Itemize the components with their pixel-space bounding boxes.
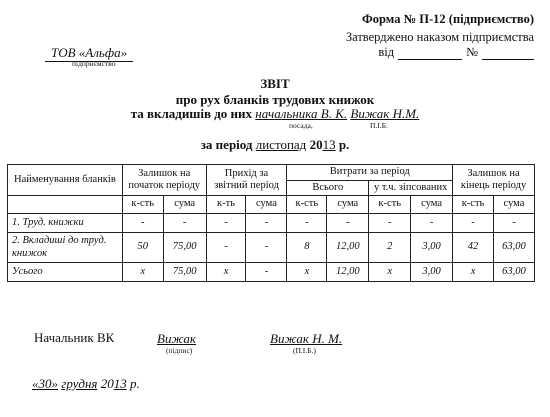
report-subject-prefix: та вкладишів до них [130,106,253,121]
table-cell: 42 [453,233,494,263]
table-cell: 3,00 [411,263,453,282]
subheader: к-ть [206,196,246,214]
report-subject [0,106,550,122]
table-cell: х [206,263,246,282]
signatory-name: Вижак Н. М. [270,331,343,346]
table-cell: - [411,214,453,233]
date-suffix: р. [129,376,140,391]
table-cell: - [369,214,411,233]
table-cell: - [206,214,246,233]
date-year-prefix: 20 [100,376,114,391]
table-cell: 2 [369,233,411,263]
table-row [8,233,535,263]
table-cell: - [246,263,287,282]
company-name: ТОВ «Альфа» [45,45,133,62]
signature-caption: (підпис) [166,346,193,355]
table-cell: 75,00 [163,263,206,282]
date-month: грудня [61,376,98,391]
table-cell: - [287,214,327,233]
table-cell: 50 [122,233,163,263]
form-number: Форма № П-12 (підприємство) [362,12,534,26]
table-cell: - [163,214,206,233]
responsible-person: Вижак Н.М. [350,106,420,121]
table-cell: 63,00 [493,233,534,263]
subheader: к-сть [453,196,494,214]
table-cell: х [122,263,163,282]
table-cell: - [246,233,287,263]
header-expenses-spoiled: у т.ч. зіпсованих [369,180,453,196]
header-name: Найменування бланків [8,165,123,196]
subheader: сума [246,196,287,214]
header-income: Прихід за звітний період [206,165,287,196]
report-table [7,164,535,282]
subheader: к-сть [369,196,411,214]
table-cell: 75,00 [163,233,206,263]
report-title: ЗВІТ [260,76,290,91]
header-expenses: Витрати за період [287,165,453,181]
table-cell: - [246,214,287,233]
company-caption: підприємство [72,59,116,68]
header-closing-balance: Залишок на кінець періоду [453,165,535,196]
table-row [8,214,535,233]
subheader: сума [327,196,369,214]
period-prefix: за період [200,137,253,152]
table-cell: - [453,214,494,233]
table-cell: х [453,263,494,282]
date-year: 13 [113,376,127,391]
table-cell: 12,00 [327,263,369,282]
number-sign: № [466,45,478,59]
person-caption: П.І.Б. [370,121,388,130]
table-cell: х [287,263,327,282]
header-expenses-total: Всього [287,180,369,196]
date-prefix: від [378,45,395,59]
signature: Вижак [157,331,196,346]
subheader-empty [8,196,123,214]
date-day: «30» [32,376,58,391]
row-name: 1. Труд. книжки [8,214,123,233]
table-cell: - [122,214,163,233]
period-year-prefix: 20 [309,137,323,152]
subheader: сума [163,196,206,214]
document-date [32,376,140,392]
table-cell: 12,00 [327,233,369,263]
position-caption: посада, [289,121,313,130]
signatory-name-caption: (П.І.Б.) [293,346,316,355]
order-date-line [378,45,534,60]
table-cell: - [327,214,369,233]
approved-by: Затверджено наказом підприємства [345,30,534,44]
table-cell: 63,00 [493,263,534,282]
report-period [0,137,550,153]
period-month: листопад [255,137,307,152]
header-opening-balance: Залишок на початок періоду [122,165,206,196]
responsible-position: начальника В. К. [255,106,348,121]
subheader: к-сть [287,196,327,214]
row-name: Усього [8,263,123,282]
table-row-total [8,263,535,282]
table-cell: - [493,214,534,233]
table-cell: - [206,233,246,263]
table-cell: х [369,263,411,282]
period-suffix: р. [338,137,350,152]
table-cell: 3,00 [411,233,453,263]
report-subtitle: про рух бланків трудових книжок [175,92,375,107]
subheader: сума [493,196,534,214]
subheader: к-сть [122,196,163,214]
row-name: 2. Вкладиші до труд. книжок [8,233,123,263]
signatory-role: Начальник ВК [34,330,115,345]
subheader: сума [411,196,453,214]
table-cell: 8 [287,233,327,263]
order-number-blank [482,47,534,60]
period-year: 13 [322,137,336,152]
order-date-blank [398,47,462,60]
